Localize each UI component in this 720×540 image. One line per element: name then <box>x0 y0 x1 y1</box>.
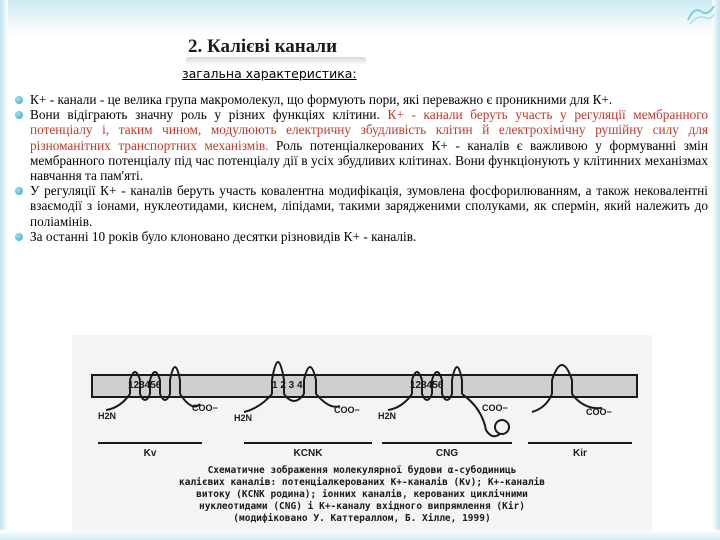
slide-frame-top <box>0 0 720 36</box>
page-title: 2. Калієві канали <box>188 36 338 57</box>
bullet-text: Роль потенціалкерованих К+ - каналів є важливою у формуванні змін мембранного потенціалу під час потенціалу дії в усіх збудливих клітинах. Вони функціонують у клітинних механізмах навчання та пам'яті. <box>30 137 708 184</box>
bullet-text: Вони відіграють значну роль у різних функціях клітини. <box>30 107 388 123</box>
kv-n-terminus-label: H2N <box>98 411 117 421</box>
bullet-item <box>14 107 708 183</box>
bullet-icon <box>15 187 23 195</box>
bullet-text: За останні 10 років було клоновано десятки різновидів К+ - каналів. <box>30 228 417 244</box>
kv-segments-label: 123456 <box>128 380 162 391</box>
kcnk-name-label: KCNK <box>293 448 323 459</box>
bullet-text: К+ - канали - це велика група макромолекул, що формують пори, які переважно є проникними для К+. <box>30 92 613 107</box>
figure-caption <box>179 465 545 524</box>
cng-c-terminus-label: COO− <box>482 403 508 413</box>
caption-line: нуклеотидами (CNG) і К+-каналу вхідного випрямлення (Kir) <box>198 501 526 512</box>
channel-structure-figure <box>72 335 652 531</box>
bullet-item <box>14 92 708 107</box>
bullet-item <box>14 229 708 244</box>
title-underline-bar <box>186 57 366 64</box>
bullet-list <box>14 92 708 244</box>
kir-c-terminus-label: COO− <box>586 407 612 417</box>
page-subtitle: загальна характеристика: <box>182 66 357 81</box>
kcnk-n-terminus-label: H2N <box>234 413 253 423</box>
cng-segments-label: 123456 <box>410 380 444 391</box>
bullet-text-highlighted: К+ - канали беруть участь у регуляції мембранного потенціалу і, таким чином, модулюють електричну збудливість клітин й електрохімічну рушійну силу для різноманітних транспортних механізмів. <box>30 107 708 153</box>
bullet-icon <box>15 96 23 104</box>
slide-frame-left <box>0 0 8 540</box>
membrane-band <box>92 375 637 397</box>
bullet-icon <box>15 111 23 119</box>
kcnk-c-terminus-label: COO− <box>334 405 360 415</box>
cng-n-terminus-label: H2N <box>378 411 397 421</box>
kir-name-label: Kir <box>573 448 587 459</box>
kv-name-label: Kv <box>143 448 157 459</box>
bullet-text: У регуляції К+ - каналів беруть участь ковалентна модифікація, зумовлена фосфорилюванням, а також нековалентні взаємодії з іонами, нуклеотидами, киснем, ліпідами, такими зарядженими сполуками, як спермін, який належить до поліамінів. <box>30 183 708 229</box>
corner-ornament-icon <box>686 2 716 26</box>
bullet-item <box>14 183 708 229</box>
caption-line: витоку (KCNK родина); іонних каналів, керованих циклічними <box>196 489 528 500</box>
slide-frame-right <box>712 0 720 540</box>
kcnk-segments-label: 1 2 3 4 <box>272 380 303 391</box>
caption-line: (модифіковано У. Каттераллом, Б. Хілле, 1999) <box>233 513 491 524</box>
kv-c-terminus-label: COO− <box>192 403 218 413</box>
caption-line: Схематичне зображення молекулярної будови α-субодиниць <box>207 465 517 476</box>
caption-line: калієвих каналів: потенціалкерованих К+-каналів (Kv); К+-каналів <box>178 477 546 488</box>
slide-frame-bottom <box>0 530 720 540</box>
bullet-icon <box>15 233 23 241</box>
cng-name-label: CNG <box>435 448 459 459</box>
